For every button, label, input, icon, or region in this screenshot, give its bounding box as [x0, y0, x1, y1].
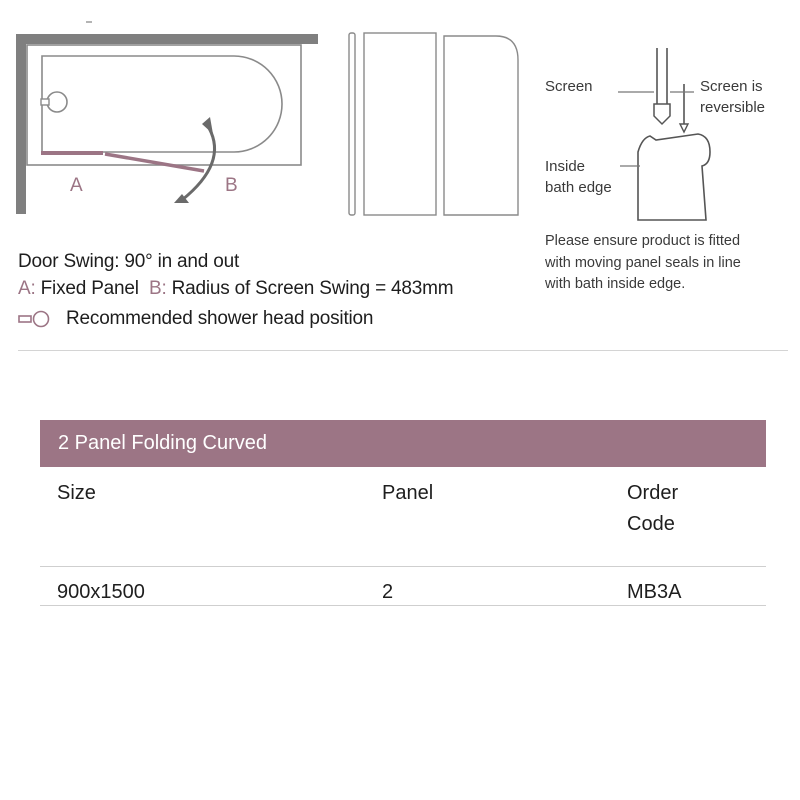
seal-clip-reversed: [680, 124, 688, 132]
swing-arc: [182, 128, 215, 200]
shower-head-icon: [18, 310, 52, 328]
legend-a-text: Fixed Panel: [40, 278, 139, 299]
table-rule-bottom: [40, 605, 766, 606]
label-a: A: [70, 175, 83, 196]
column-header-panel: Panel: [382, 482, 434, 504]
screen-elevation-diagram: [346, 28, 526, 220]
table-title: 2 Panel Folding Curved: [40, 420, 766, 467]
seal-detail-diagram: [610, 44, 720, 224]
section-divider: [18, 350, 788, 351]
swing-panel-b: [105, 154, 204, 171]
label-inside-bath-edge: [545, 156, 612, 198]
fitting-note-line-2: with moving panel seals in line: [545, 254, 741, 271]
shower-head-legend: [18, 305, 453, 332]
bath-plan-diagram: [14, 18, 334, 218]
curved-panel-outline: [444, 36, 518, 215]
column-header-order-1: Order: [627, 482, 679, 504]
waste-circle: [47, 92, 67, 112]
label-screen-reversible-1: Screen is: [700, 78, 763, 95]
table-cell-size: 900x1500: [57, 581, 145, 603]
label-b: B: [225, 175, 238, 196]
bath-edge-profile: [638, 134, 710, 220]
label-screen-reversible-2: reversible: [700, 99, 766, 116]
column-header-order-code: [627, 478, 678, 540]
back-wall: [16, 34, 318, 44]
door-swing-text: Door Swing: 90° in and out: [18, 251, 240, 272]
label-screen: Screen: [545, 78, 593, 95]
screen-edge-profile: [349, 33, 355, 215]
waste-stub: [41, 99, 49, 105]
seal-clip: [654, 104, 670, 124]
arc-arrowhead-top: [202, 117, 213, 134]
label-inside-2: bath edge: [545, 179, 612, 196]
bath-inner: [42, 56, 282, 152]
side-wall: [16, 34, 26, 214]
fitting-note-line-1: Please ensure product is fitted: [545, 233, 741, 249]
fitting-note-line-3: with bath inside edge.: [545, 276, 686, 292]
fitting-note: [545, 231, 741, 296]
diagram-caption: [18, 248, 453, 332]
label-inside-1: Inside: [545, 158, 586, 175]
legend-line: [18, 275, 453, 302]
column-header-order-2: Code: [627, 513, 675, 535]
legend-b-text: Radius of Screen Swing = 483mm: [171, 278, 454, 299]
table-rule-top: [40, 566, 766, 567]
column-header-size: Size: [57, 482, 96, 504]
fixed-panel-outline: [364, 33, 436, 215]
legend-b-prefix: B:: [148, 278, 167, 299]
label-screen-reversible: [700, 76, 765, 118]
table-cell-panel: 2: [382, 581, 394, 603]
legend-a-prefix: A:: [18, 278, 36, 299]
shower-head-text: Recommended shower head position: [66, 308, 374, 329]
table-cell-order-code: MB3A: [627, 581, 682, 603]
